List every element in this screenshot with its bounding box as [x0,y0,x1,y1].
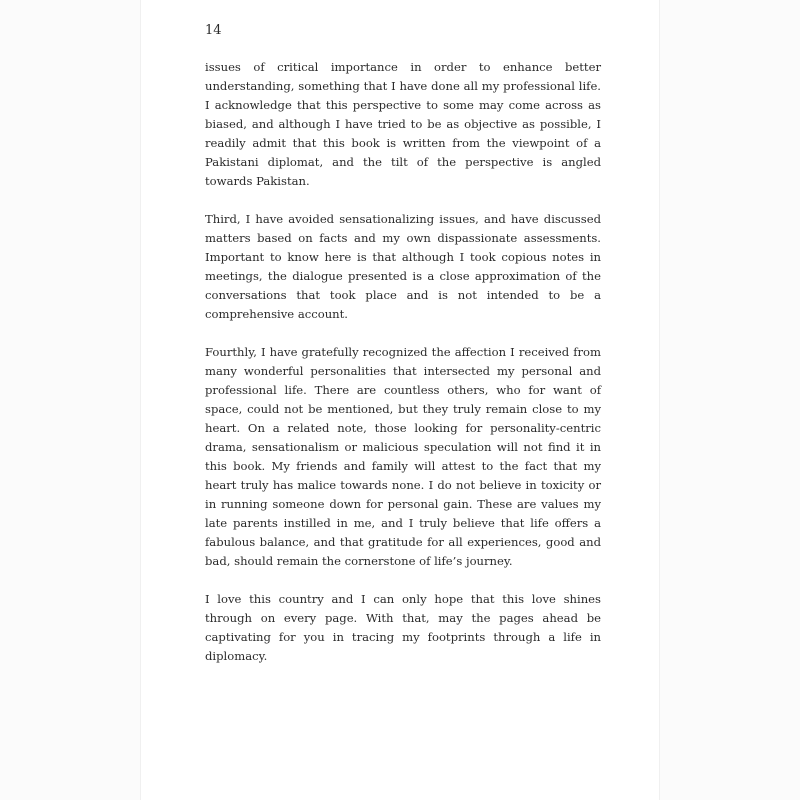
paragraph-3: Fourthly, I have gratefully recognized the affection I received from many wonderful personalities that intersected my personal and professional life. There are countless others, who for want of space, could not be mentioned, but they truly remain close to my heart. On a related note, those looking for personality-centric drama, sensationalism or malicious speculation will not find it in this book. My friends and family will attest to the fact that my heart truly has malice towards none. I do not believe in toxicity or in running someone down for personal gain. These are values my late parents instilled in me, and I truly believe that life offers a fabulous balance, and that gratitude for all experiences, good and bad, should remain the cornerstone of life’s journey. [205,345,601,568]
paragraph-4: I love this country and I can only hope that this love shines through on every page. With that, may the pages ahead be captivating for you in tracing my footprints through a life in diplomacy. [205,592,601,663]
paragraph-1: issues of critical importance in order to enhance better understanding, something that I have done all my professional life. I acknowledge that this perspective to some may come across as biased, and although I have tried to be as objective as possible, I readily admit that this book is written from the viewpoint of a Pakistani diplomat, and the tilt of the perspective is angled towards Pakistan. [205,60,601,188]
page-number: 14 [205,23,222,38]
paragraph-2: Third, I have avoided sensationalizing issues, and have discussed matters based on facts and my own dispassionate assessments. Important to know here is that although I took copious notes in meetings, the dialogue presented is a close approximation of the conversations that took place and is not intended to be a comprehensive account. [205,212,601,321]
book-page [141,0,659,800]
page-body [205,58,601,685]
